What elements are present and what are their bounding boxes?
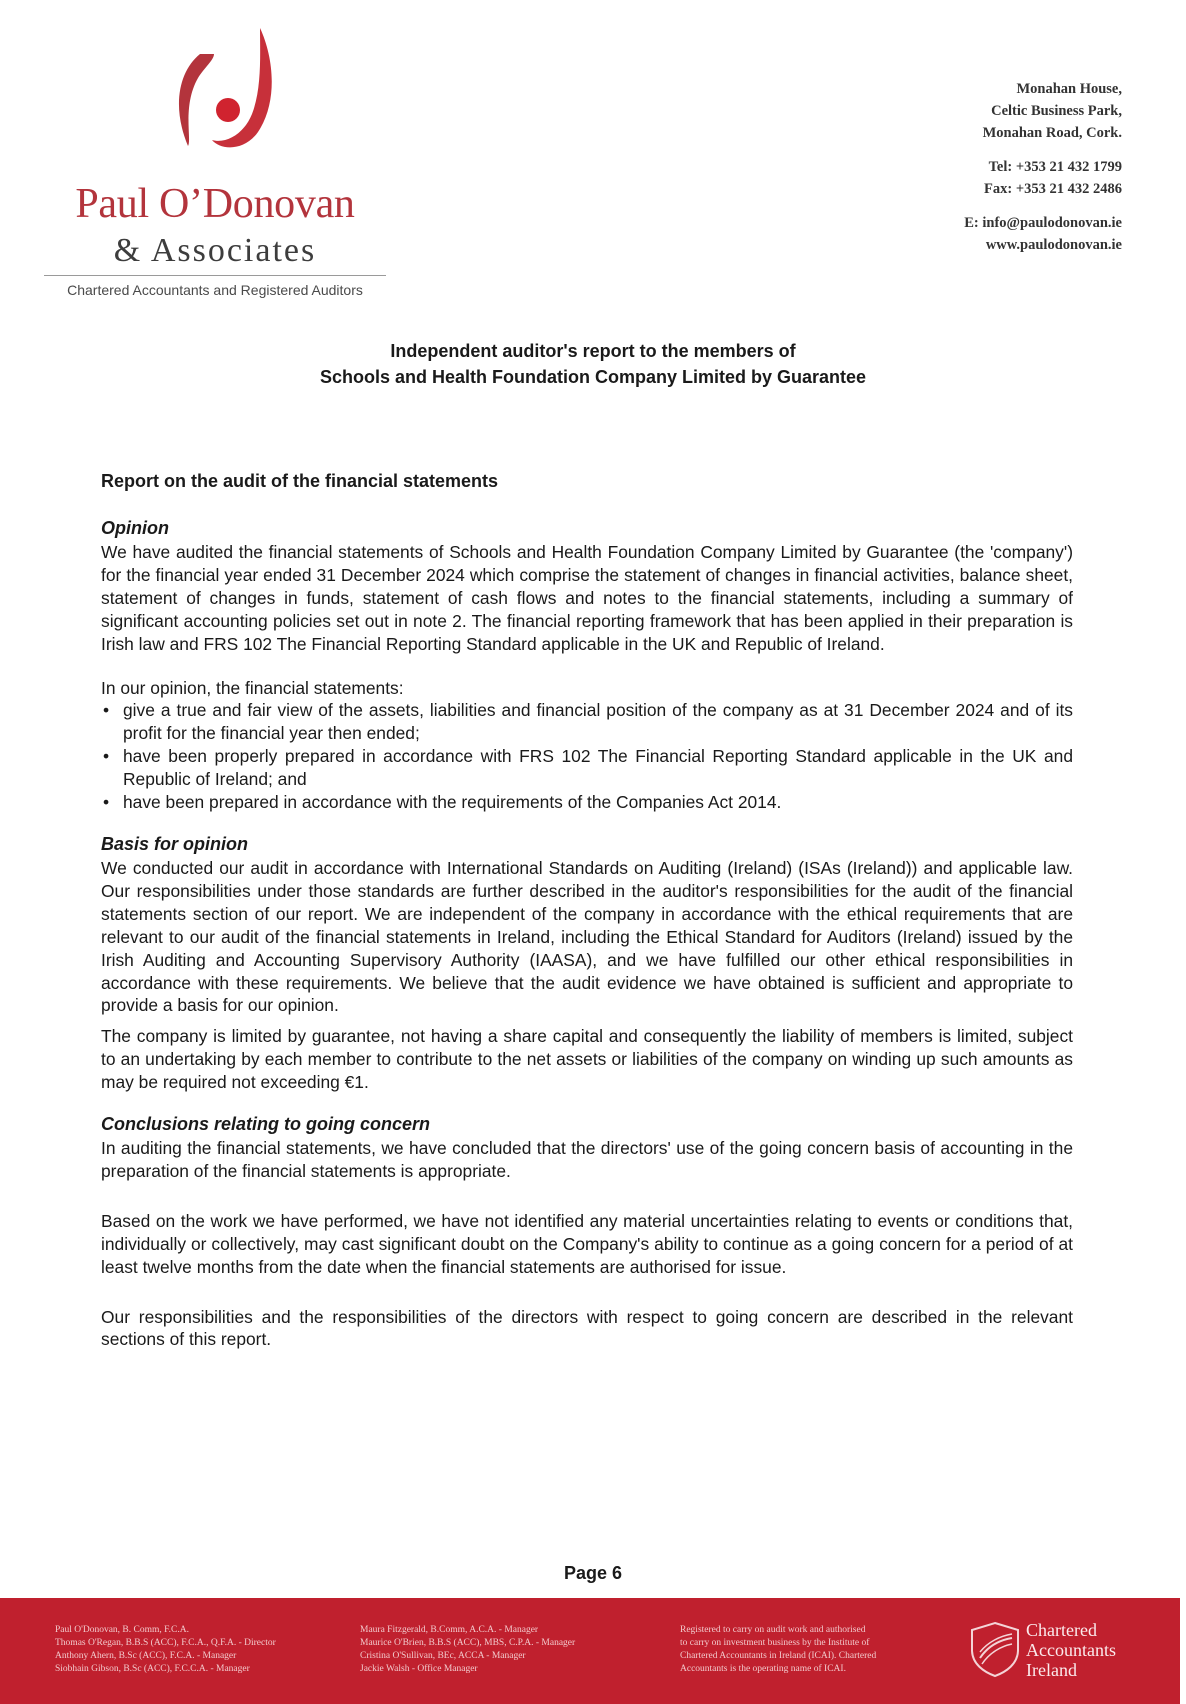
contact-website: www.paulodonovan.ie (985, 237, 1122, 253)
ca-logo-line: Ireland (1026, 1660, 1077, 1680)
list-item: • give a true and fair view of the assets, liabilities and financial position of the company as at 31 December 2024 and of its profit for the financial year then ended; (103, 700, 1073, 744)
address-line: Monahan House, (1016, 81, 1122, 97)
footer-line: Thomas O'Regan, B.B.S (ACC), F.C.A., Q.F.A. - Director (55, 1638, 276, 1648)
opinion-heading: Opinion (101, 518, 169, 538)
going-concern-paragraph: In auditing the financial statements, we have concluded that the directors' use of the going concern basis of accounting in the preparation of the financial statements is appropriate. (101, 1138, 1073, 1181)
address-line: Celtic Business Park, (991, 103, 1122, 119)
contact-tel: Tel: +353 21 432 1799 (988, 159, 1122, 175)
opinion-bullet-list (101, 699, 1073, 814)
footer-line: Siobhain Gibson, B.Sc (ACC), F.C.C.A. - Manager (55, 1664, 250, 1674)
going-concern-heading: Conclusions relating to going concern (101, 1114, 431, 1135)
footer-line: Jackie Walsh - Office Manager (360, 1664, 478, 1674)
footer-line: Chartered Accountants in Ireland (ICAI). Chartered (680, 1651, 877, 1661)
firm-logo-mark-icon (148, 28, 298, 168)
going-concern-paragraph: Our responsibilities and the responsibilities of the directors with respect to going concern are described in the relevant sections of this report. (101, 1306, 1073, 1350)
list-item: • have been prepared in accordance with the requirements of the Companies Act 2014. (103, 792, 782, 813)
address-line: Monahan Road, Cork. (982, 125, 1122, 141)
chartered-accountants-logo-icon (966, 1620, 1024, 1678)
footer-line: to carry on investment business by the Institute of (680, 1638, 870, 1648)
basis-paragraph: We conducted our audit in accordance with International Standards on Auditing (Ireland) (ISAs (Ireland)) and applicable law. Our responsibilities under those standards are further described in the auditor's responsibilities for the audit of the financial statements section of our report. We are independent of the company in accordance with the ethical requirements that are relevant to our audit of the financial statements in Ireland, including the Ethical Standard for Auditors (Ireland) issued by the Irish Auditing and Accounting Supervisory Authority (IAASA), and we have fulfilled our other ethical responsibilities in accordance with these requirements. We believe that the audit evidence we have obtained is sufficient and appropriate to provide a basis for our opinion. (101, 857, 1073, 1016)
footer-registration (680, 1624, 876, 1676)
opinion-paragraph: We have audited the financial statements of Schools and Health Foundation Company Limited by Guarantee (the 'company') for the financial year ended 31 December 2024 which comprise the statement of changes in financial activities, balance sheet, statement of changes in funds, statement of cash flows and notes to the financial statements, including a summary of significant accounting policies set out in note 2. The financial reporting framework that has been applied in their preparation is Irish law and FRS 102 The Financial Reporting Standard applicable in the UK and Republic of Ireland. (101, 542, 1073, 654)
guarantee-paragraph: The company is limited by guarantee, not having a share capital and consequently the liability of members is limited, subject to an undertaking by each member to contribute to the net assets or liabilities of the company on winding up such amounts as may be required not exceeding €1. (101, 1026, 1073, 1093)
footer-partners (55, 1624, 276, 1676)
firm-name: Paul O’Donovan (75, 181, 355, 227)
page-number: Page 6 (563, 1563, 623, 1583)
list-item: • have been properly prepared in accordance with FRS 102 The Financial Reporting Standard applicable in the UK and Republic of Ireland; and (103, 746, 1073, 790)
footer-line: Anthony Ahern, B.Sc (ACC), F.C.A. - Manager (55, 1651, 237, 1661)
ca-logo-line: Accountants (1026, 1640, 1116, 1660)
ca-logo-line: Chartered (1026, 1620, 1097, 1640)
section-heading: Report on the audit of the financial statements (101, 471, 499, 491)
footer-bar (0, 1598, 1180, 1704)
footer-line: Paul O'Donovan, B. Comm, F.C.A. (55, 1625, 189, 1635)
footer-line: Maura Fitzgerald, B.Comm, A.C.A. - Manager (360, 1625, 539, 1635)
chartered-accountants-logo-text (1026, 1620, 1116, 1680)
opinion-intro: In our opinion, the financial statements: (101, 677, 404, 698)
report-title (0, 338, 1186, 390)
contact-email: E: info@paulodonovan.ie (964, 215, 1122, 231)
going-concern-paragraph: Based on the work we have performed, we have not identified any material uncertainties relating to events or conditions that, individually or collectively, may cast significant doubt on the Company's ability to continue as a going concern for a period of at least twelve months from the date when the financial statements are authorised for issue. (101, 1210, 1073, 1277)
footer-managers (360, 1624, 575, 1676)
firm-associates: & Associates (113, 232, 317, 269)
footer-line: Maurice O'Brien, B.B.S (ACC), MBS, C.P.A. - Manager (360, 1638, 576, 1648)
report-title-line: Schools and Health Foundation Company Limited by Guarantee (319, 367, 867, 387)
footer-line: Accountants is the operating name of ICAI. (680, 1664, 846, 1674)
footer-line: Registered to carry on audit work and authorised (680, 1625, 866, 1635)
basis-heading: Basis for opinion (101, 833, 249, 854)
report-title-line: Independent auditor's report to the members of (390, 341, 796, 361)
report-body (101, 468, 1073, 1351)
contact-fax: Fax: +353 21 432 2486 (984, 181, 1122, 197)
firm-tagline: Chartered Accountants and Registered Auditors (67, 282, 363, 298)
logo-divider (44, 275, 386, 276)
contact-block (964, 78, 1122, 256)
footer-line: Cristina O'Sullivan, BEc, ACCA - Manager (360, 1651, 526, 1661)
